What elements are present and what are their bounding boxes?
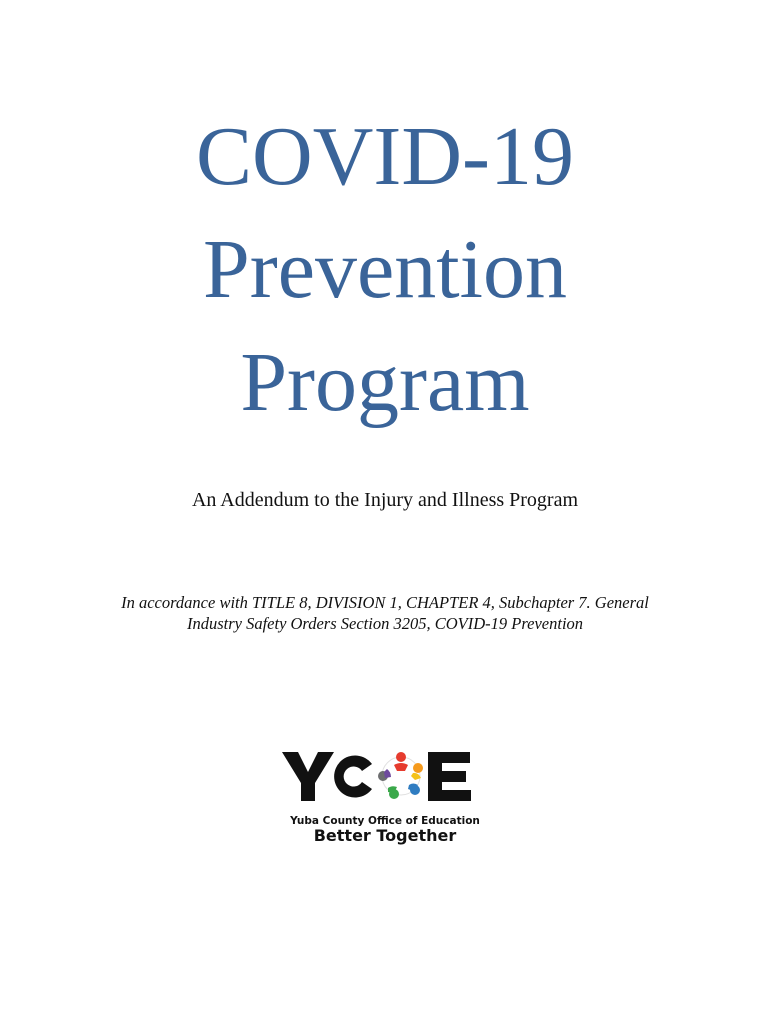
document-subtitle: An Addendum to the Injury and Illness Program: [191, 489, 579, 511]
title-line-3: Program: [240, 336, 530, 429]
compliance-statement: [60, 592, 710, 634]
title-line-1: COVID-19: [196, 110, 574, 203]
letter-e: [428, 752, 471, 801]
compliance-line-1: In accordance with TITLE 8, DIVISION 1, CHAPTER 4, Subchapter 7. General: [121, 593, 649, 612]
title-line-2: Prevention: [203, 223, 567, 316]
letter-y: [282, 752, 334, 801]
compliance-line-2: Industry Safety Orders Section 3205, COVID-19 Prevention: [186, 614, 584, 633]
people-circle-icon: [378, 752, 423, 799]
ycoe-wordmark: [270, 745, 490, 815]
letter-c: [334, 756, 372, 798]
organization-name: Yuba County Office of Education: [290, 815, 480, 827]
organization-tagline: Better Together: [313, 826, 457, 845]
document-title: [0, 100, 770, 439]
